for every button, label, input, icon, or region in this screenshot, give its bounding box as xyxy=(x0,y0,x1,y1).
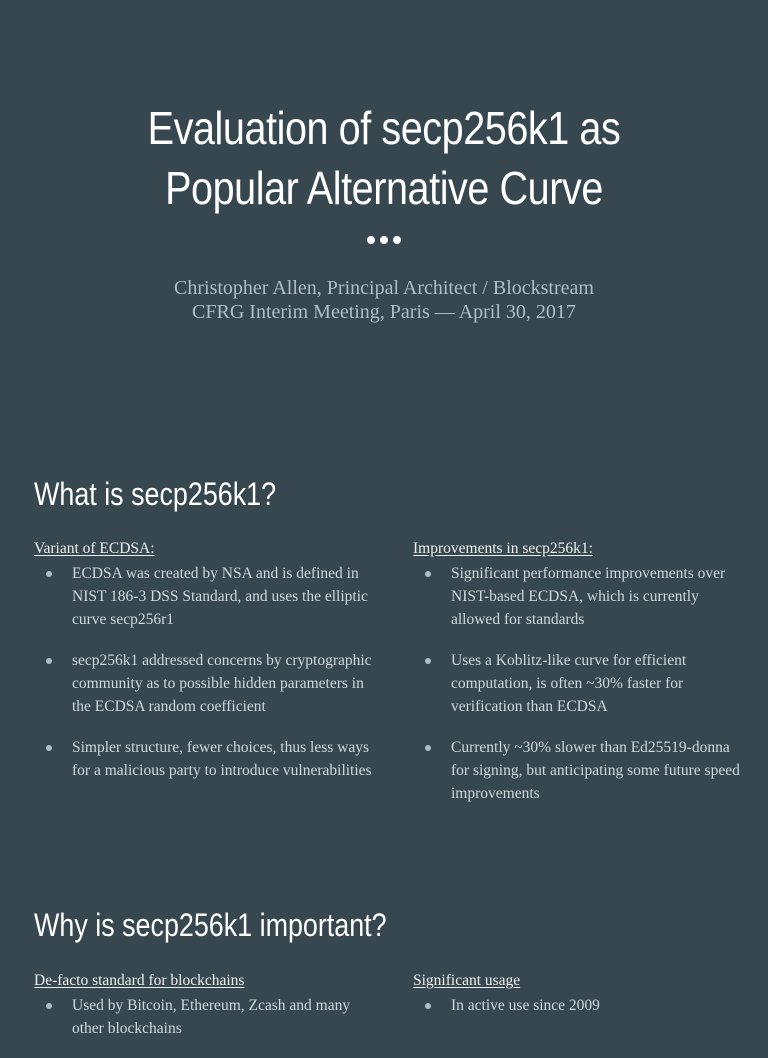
divider-dot xyxy=(380,236,388,244)
bullet-item: In active use since 2009 xyxy=(413,994,743,1017)
column-heading: Improvements in secp256k1: xyxy=(413,540,593,557)
bullet-item: Used by Bitcoin, Ethereum, Zcash and many other blockchains xyxy=(34,994,374,1040)
bullet-item: Significant performance improvements over NIST-based ECDSA, which is currently allowed for standards xyxy=(413,562,743,631)
bullet-item: Currently ~30% slower than Ed25519-donna for signing, but anticipating some future speed improvements xyxy=(413,736,743,805)
title-slide xyxy=(0,0,768,432)
divider-dot xyxy=(367,236,375,244)
bullet-item: Uses a Koblitz-like curve for efficient computation, is often ~30% faster for verification than ECDSA xyxy=(413,649,743,718)
slide-what-is xyxy=(0,432,768,864)
subtitle-author: Christopher Allen, Principal Architect / Blockstream xyxy=(174,277,594,299)
bullet-item: Simpler structure, fewer choices, thus less ways for a malicious party to introduce vulnerabilities xyxy=(34,736,374,782)
right-column xyxy=(413,537,743,823)
bullet-item: secp256k1 addressed concerns by cryptographic community as to possible hidden parameters in the ECDSA random coefficient xyxy=(34,649,374,718)
title-divider-dots xyxy=(0,236,768,244)
title-line-1: Evaluation of secp256k1 as xyxy=(147,102,621,154)
presentation-title xyxy=(54,98,714,218)
slide-heading: Why is secp256k1 important? xyxy=(34,907,387,943)
title-line-2: Popular Alternative Curve xyxy=(165,162,603,214)
subtitle-event: CFRG Interim Meeting, Paris — April 30, 2017 xyxy=(192,301,576,323)
bullet-list xyxy=(413,562,743,805)
left-column xyxy=(34,969,374,1058)
slide-why-important xyxy=(0,864,768,1037)
divider-dot xyxy=(393,236,401,244)
right-column xyxy=(413,969,743,1035)
column-heading: De-facto standard for blockchains xyxy=(34,972,245,989)
bullet-list xyxy=(34,562,374,782)
left-column xyxy=(34,537,374,800)
bullet-item: ECDSA was created by NSA and is defined in NIST 186-3 DSS Standard, and uses the elliptic curve secp256r1 xyxy=(34,562,374,631)
slide-heading: What is secp256k1? xyxy=(34,476,277,512)
column-heading: Significant usage xyxy=(413,972,521,989)
column-heading: Variant of ECDSA: xyxy=(34,540,155,557)
bullet-list xyxy=(34,994,374,1040)
presentation-subtitle xyxy=(0,276,768,324)
bullet-list xyxy=(413,994,743,1017)
